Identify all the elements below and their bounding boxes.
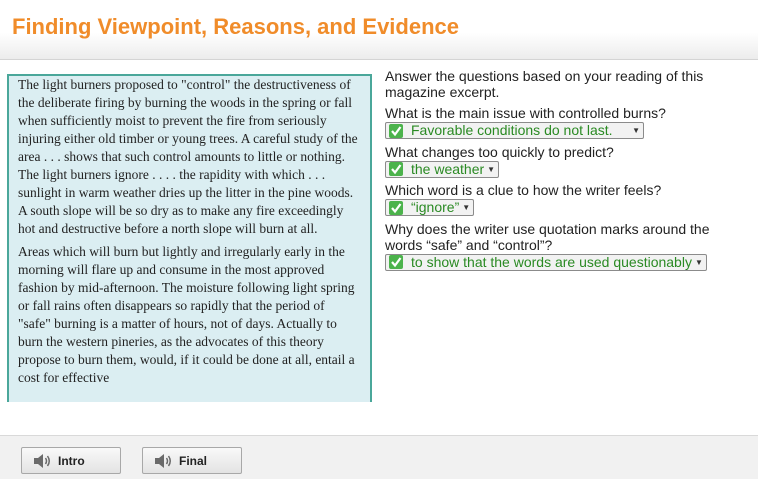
- answer-dropdown-1[interactable]: [385, 122, 644, 139]
- page-title: Finding Viewpoint, Reasons, and Evidence: [12, 14, 460, 39]
- header-bar: [0, 0, 758, 60]
- check-icon: [389, 124, 405, 138]
- check-icon: [389, 201, 405, 215]
- dropdown-arrow-icon: ▼: [694, 257, 703, 267]
- answer-value: the weather: [411, 160, 485, 177]
- question-text: What is the main issue with controlled burns?: [385, 105, 666, 121]
- instructions: Answer the questions based on your reading of this magazine excerpt.: [385, 68, 704, 100]
- check-icon: [389, 162, 405, 176]
- question-text: Which word is a clue to how the writer feels?: [385, 182, 662, 198]
- passage-paragraph: Areas which will burn but lightly and irregularly early in the morning will flare up and consume in the most approved fashion by mid-afternoon. The moisture following light spring or fall rains often disappears so rapidly that the period of "safe" burning is a matter of hours, not of days. Actually to burn the western pineries, as the advocates of this theory propose to burn them, would, if it could be done at all, entail a cost for effective: [18, 244, 355, 385]
- answer-value: Favorable conditions do not last.: [411, 122, 613, 138]
- final-button[interactable]: [142, 447, 242, 474]
- answer-dropdown-4[interactable]: [385, 254, 707, 271]
- answer-dropdown-2[interactable]: [385, 161, 499, 178]
- question-1: [385, 105, 745, 141]
- speaker-icon: [32, 452, 52, 470]
- answer-value: to show that the words are used questionably: [411, 253, 692, 270]
- intro-label: Intro: [58, 453, 85, 468]
- question-text: Why does the writer use quotation marks around the words “safe” and “control”?: [385, 220, 710, 253]
- question-2: [385, 144, 745, 180]
- question-4: [385, 221, 745, 273]
- final-label: Final: [179, 453, 208, 468]
- answer-value: “ignore”: [411, 199, 460, 215]
- dropdown-arrow-icon: ▼: [632, 126, 640, 135]
- questions-panel: [385, 68, 745, 275]
- footer-bar: [0, 435, 758, 479]
- passage-paragraph: The light burners proposed to "control" the destructiveness of the deliberate firing by burning the woods in the spring or fall when sufficiently moist to prevent the fire from seriously injuring either old timber or young trees. A careful study of the area . . . shows that such control amounts to little or nothing. The light burners ignore . . . . the rapidity with which . . . sunlight in warm weather dries up the litter in the pine woods. A south slope will be so dry as to make any fire exceedingly hot and destructive before a north slope will burn at all.: [18, 77, 358, 236]
- speaker-icon: [153, 452, 173, 470]
- answer-dropdown-3[interactable]: [385, 199, 474, 216]
- dropdown-arrow-icon: ▼: [487, 164, 496, 174]
- reading-passage[interactable]: [7, 74, 372, 402]
- question-3: [385, 182, 745, 218]
- question-text: What changes too quickly to predict?: [385, 143, 614, 160]
- check-icon: [389, 255, 405, 269]
- intro-button[interactable]: [21, 447, 121, 474]
- dropdown-arrow-icon: ▼: [462, 203, 471, 212]
